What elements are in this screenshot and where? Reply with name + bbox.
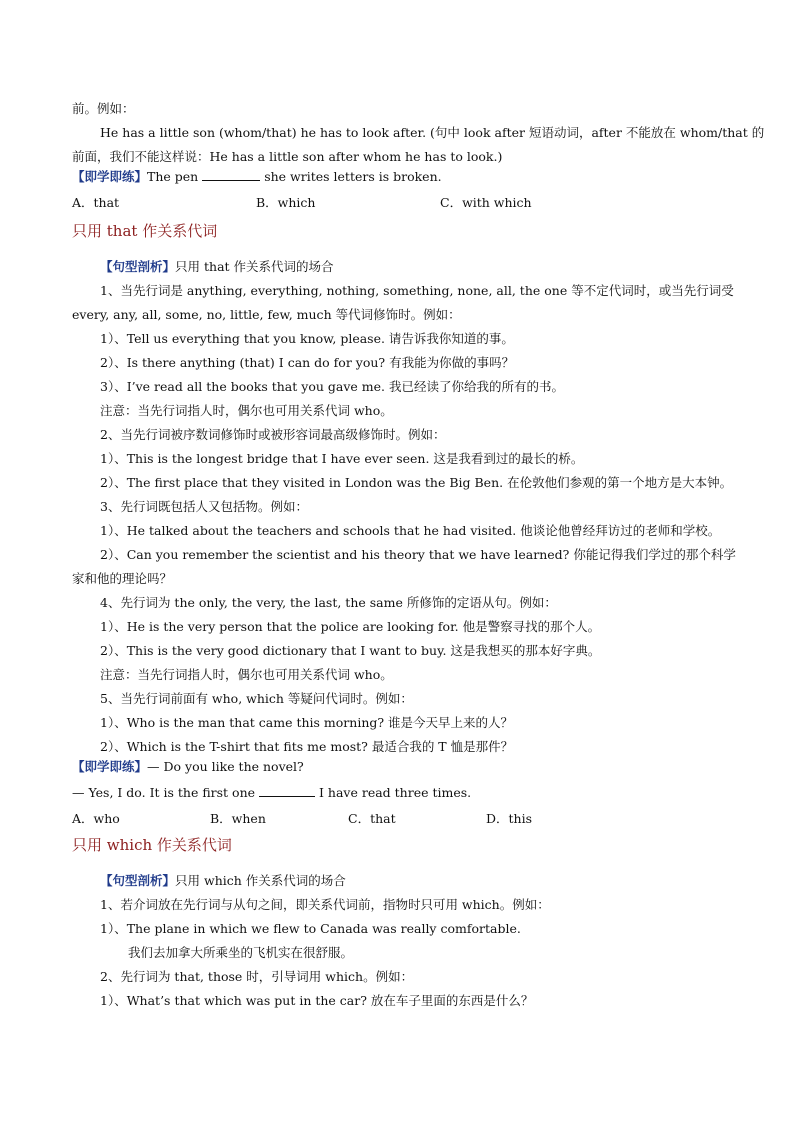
text-line: 前面，我们不能这样说：He has a little son after whom he has to look.) <box>72 149 503 164</box>
text-line: 3、先行词既包括人又包括物。例如： <box>100 499 308 514</box>
text-line: He has a little son (whom/that) he has to look after. (句中 look after 短语动词，after 不能放在 whom/that 的 <box>100 125 765 140</box>
exercise-text: — Yes, I do. It is the first one <box>72 785 256 800</box>
section-heading: 只用 which 作关系代词 <box>72 836 232 854</box>
exercise-label: 【即学即练】 <box>72 169 148 184</box>
text-line: 家和他的理论吗？ <box>72 571 173 586</box>
analysis-text: 只用 which 作关系代词的场合 <box>175 873 346 888</box>
text-line: 1）、He talked about the teachers and schools that he had visited. 他谈论他曾经拜访过的老师和学校。 <box>100 523 721 538</box>
option-c: C．that <box>348 811 396 826</box>
option-b: B．which <box>256 195 316 210</box>
answer-blank <box>202 168 260 181</box>
text-line: 1）、This is the longest bridge that I have ever seen. 这是我看到过的最长的桥。 <box>100 451 584 466</box>
text-line: 2）、Can you remember the scientist and his theory that we have learned? 你能记得我们学过的那个科学 <box>100 547 736 562</box>
analysis-label: 【句型剖析】 <box>100 873 176 888</box>
exercise-text: I have read three times. <box>319 785 472 800</box>
analysis-line <box>100 872 346 890</box>
text-line: 1）、The plane in which we flew to Canada was really comfortable. <box>100 921 521 936</box>
option-d: D．this <box>486 811 533 826</box>
option-a: A．that <box>72 195 120 210</box>
exercise-2 <box>72 758 304 776</box>
analysis-text: 只用 that 作关系代词的场合 <box>175 259 334 274</box>
analysis-line <box>100 258 334 276</box>
text-line: 前。例如： <box>72 101 135 116</box>
text-line: 2、当先行词被序数词修饰时或被形容词最高级修饰时。例如： <box>100 427 446 442</box>
analysis-label: 【句型剖析】 <box>100 259 176 274</box>
text-line: 1、当先行词是 anything, everything, nothing, something, none, all, the one 等不定代词时，或当先行词受 <box>100 283 734 298</box>
exercise-label: 【即学即练】 <box>72 759 148 774</box>
text-line: 2、先行词为 that, those 时，引导词用 which。例如： <box>100 969 414 984</box>
text-line: 2）、Which is the T-shirt that fits me most? 最适合我的 T 恤是那件？ <box>100 739 514 754</box>
text-line: 1、若介词放在先行词与从句之间，即关系代词前，指物时只可用 which。例如： <box>100 897 550 912</box>
text-line: 2）、Is there anything (that) I can do for you? 有我能为你做的事吗？ <box>100 355 515 370</box>
text-line: 3）、I’ve read all the books that you gave me. 我已经读了你给我的所有的书。 <box>100 379 564 394</box>
text-line: 我们去加拿大所乘坐的飞机实在很舒服。 <box>128 945 354 960</box>
option-a: A．who <box>72 811 120 826</box>
exercise-1 <box>72 168 442 186</box>
exercise-text: she writes letters is broken. <box>264 169 442 184</box>
text-line: 4、先行词为 the only, the very, the last, the same 所修饰的定语从句。例如： <box>100 595 557 610</box>
text-line: 1）、What’s that which was put in the car? 放在车子里面的东西是什么？ <box>100 993 534 1008</box>
text-line: every, any, all, some, no, little, few, much 等代词修饰时。例如： <box>72 307 461 322</box>
option-b: B．when <box>210 811 266 826</box>
text-line: 1）、He is the very person that the police are looking for. 他是警察寻找的那个人。 <box>100 619 601 634</box>
exercise-text: — Do you like the novel? <box>147 759 304 774</box>
option-c: C．with which <box>440 195 532 210</box>
exercise-text: The pen <box>147 169 199 184</box>
text-line: 2）、This is the very good dictionary that I want to buy. 这是我想买的那本好字典。 <box>100 643 601 658</box>
answer-blank <box>259 784 315 797</box>
text-line: 注意：当先行词指人时，偶尔也可用关系代词 who。 <box>100 403 393 418</box>
text-line: 1）、Tell us everything that you know, please. 请告诉我你知道的事。 <box>100 331 514 346</box>
text-line: 2）、The first place that they visited in London was the Big Ben. 在伦敦他们参观的第一个地方是大本钟。 <box>100 475 733 490</box>
section-heading: 只用 that 作关系代词 <box>72 222 218 240</box>
exercise-2-answer <box>72 784 471 802</box>
text-line: 1）、Who is the man that came this morning? 谁是今天早上来的人？ <box>100 715 514 730</box>
text-line: 注意：当先行词指人时，偶尔也可用关系代词 who。 <box>100 667 393 682</box>
text-line: 5、当先行词前面有 who, which 等疑问代词时。例如： <box>100 691 413 706</box>
